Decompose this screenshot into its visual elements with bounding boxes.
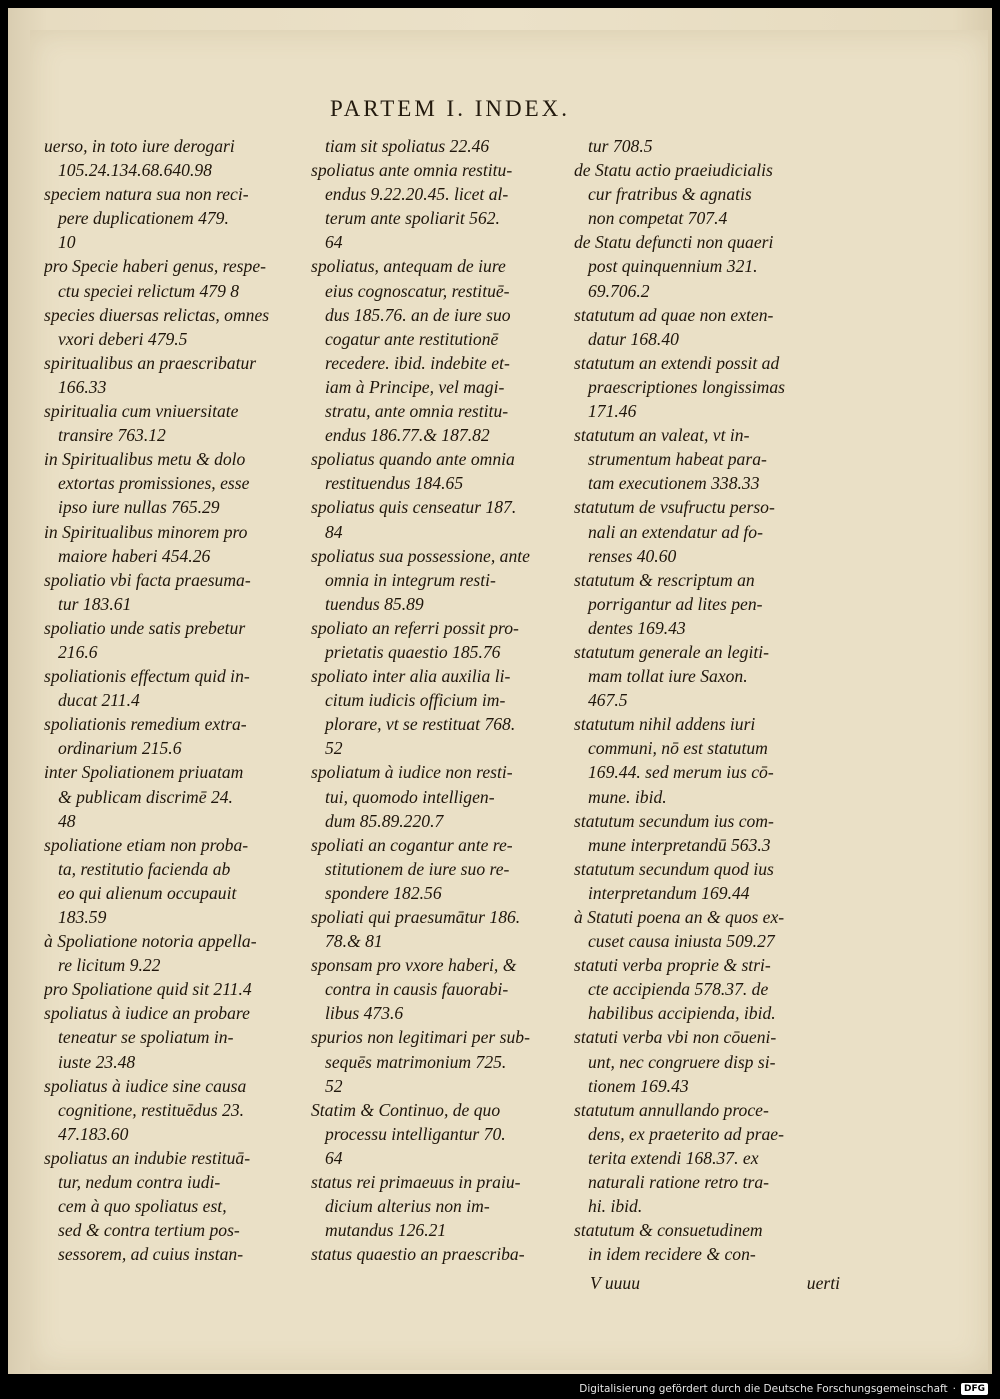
index-line: eo qui alienum occupauit (58, 882, 237, 903)
index-line: mam tollat iure Saxon. (588, 666, 748, 687)
index-line: teneatur se spoliatum in- (58, 1027, 234, 1048)
index-line: 105.24.134.68.640.98 (58, 160, 212, 181)
index-line: stitutionem de iure suo re- (325, 858, 510, 879)
index-line: inter Spoliationem priuatam (44, 762, 244, 783)
index-line: 48 (58, 810, 76, 831)
index-line: libus 473.6 (325, 1003, 404, 1024)
index-line: spoliato an referri possit pro- (311, 617, 519, 638)
index-line: statuti verba vbi non cōueni- (574, 1027, 777, 1048)
index-line: statutum secundum quod ius (574, 858, 774, 879)
signature-mark: V uuuu (590, 1273, 641, 1293)
index-line: statutum secundum ius com- (574, 810, 774, 831)
index-line: statutum an valeat, vt in- (574, 425, 750, 446)
index-line: statutum & consuetudinem (574, 1220, 763, 1241)
index-line: spurios non legitimari per sub- (311, 1027, 530, 1048)
index-line: in Spiritualibus metu & dolo (44, 449, 246, 470)
index-line: ta, restitutio facienda ab (58, 858, 231, 879)
index-line: statutum an extendi possit ad (574, 352, 780, 373)
index-line: vxori deberi 479.5 (58, 328, 188, 349)
index-line: statutum generale an legiti- (574, 641, 769, 662)
index-line: tur 183.61 (58, 593, 132, 614)
index-line: 52 (325, 738, 343, 759)
index-line: cem à quo spoliatus est, (58, 1196, 227, 1217)
index-line: ipso iure nullas 765.29 (58, 497, 220, 518)
index-line: transire 763.12 (58, 425, 166, 446)
index-line: porrigantur ad lites pen- (588, 593, 763, 614)
index-line: spoliatus, antequam de iure (311, 256, 506, 277)
index-line: pro Spoliatione quid sit 211.4 (44, 979, 252, 1000)
index-line: prietatis quaestio 185.76 (325, 641, 501, 662)
index-line: terita extendi 168.37. ex (588, 1147, 759, 1168)
index-line: 166.33 (58, 376, 107, 397)
index-line: non competat 707.4 (588, 208, 728, 229)
index-line: spoliatio unde satis prebetur (44, 617, 246, 638)
index-line: tam executionem 338.33 (588, 473, 760, 494)
index-line: tiam sit spoliatus 22.46 (325, 136, 490, 156)
index-line: statutum & rescriptum an (574, 569, 755, 590)
catchword: uerti (806, 1273, 840, 1293)
index-line: spoliati qui praesumātur 186. (311, 907, 521, 927)
index-line: spoliatum à iudice non resti- (311, 762, 513, 783)
index-line: 78.& 81 (325, 931, 383, 952)
index-line: spoliatus quando ante omnia (311, 449, 515, 470)
index-line: dentes 169.43 (588, 617, 686, 638)
index-line: omnia in integrum resti- (325, 569, 496, 590)
index-line: post quinquennium 321. (588, 256, 758, 277)
index-line: spoliationis effectum quid in- (44, 666, 250, 687)
index-line: 169.44. sed merum ius cō- (588, 762, 774, 783)
index-line: unt, nec congruere disp si- (588, 1051, 776, 1072)
index-line: spoliatus an indubie restituā- (44, 1147, 251, 1168)
index-line: 467.5 (588, 690, 628, 711)
index-line: statutum de vsufructu perso- (574, 497, 775, 518)
index-line: renses 40.60 (588, 545, 677, 566)
index-line: endus 9.22.20.45. licet al- (325, 184, 509, 205)
index-line: cur fratribus & agnatis (588, 184, 752, 205)
index-line: habilibus accipienda, ibid. (588, 1003, 776, 1024)
index-line: re licitum 9.22 (58, 955, 161, 976)
index-line: eius cognoscatur, restituē- (325, 280, 510, 301)
index-line: dicium alterius non im- (325, 1196, 490, 1217)
index-line: iam à Principe, vel magi- (325, 376, 505, 397)
index-column-1 (44, 134, 304, 1266)
index-line: cuset causa iniusta 509.27 (588, 931, 775, 952)
index-line: de Statu defuncti non quaeri (574, 232, 774, 253)
index-line: statutum annullando proce- (574, 1099, 769, 1120)
index-line: 216.6 (58, 641, 98, 662)
index-line: hi. ibid. (588, 1196, 643, 1217)
index-line: processu intelligantur 70. (325, 1123, 506, 1144)
index-line: mune interpretandū 563.3 (588, 834, 771, 855)
index-line: à Spoliatione notoria appella- (44, 931, 257, 952)
index-line: dum 85.89.220.7 (325, 810, 444, 831)
index-line: iuste 23.48 (58, 1051, 136, 1072)
index-line: species diuersas relictas, omnes (44, 304, 270, 325)
index-line: sequēs matrimonium 725. (325, 1051, 507, 1072)
index-line: tuendus 85.89 (325, 593, 424, 614)
index-line: 52 (325, 1075, 343, 1096)
index-line: status quaestio an praescriba- (311, 1244, 525, 1265)
index-line: 64 (325, 1147, 343, 1168)
index-line: maiore haberi 454.26 (58, 545, 211, 566)
index-line: Statim & Continuo, de quo (311, 1099, 501, 1120)
index-line: praescriptiones longissimas (588, 376, 785, 397)
index-line: in idem recidere & con- (588, 1244, 756, 1265)
index-column-3 (574, 134, 834, 1266)
index-line: 183.59 (58, 907, 107, 927)
index-line: sponsam pro vxore haberi, & (311, 955, 517, 976)
index-line: statutum ad quae non exten- (574, 304, 774, 325)
index-line: 171.46 (588, 401, 637, 422)
index-line: extortas promissiones, esse (58, 473, 250, 494)
index-line: spoliato inter alia auxilia li- (311, 666, 511, 687)
index-line: endus 186.77.& 187.82 (325, 425, 490, 446)
index-line: tur 708.5 (588, 136, 653, 156)
index-line: contra in causis fauorabi- (325, 979, 509, 1000)
index-line: spoliatus sua possessione, ante (311, 545, 530, 566)
index-line: ordinarium 215.6 (58, 738, 182, 759)
index-line: tionem 169.43 (588, 1075, 689, 1096)
index-line: & publicam discrimē 24. (58, 786, 233, 807)
footer-text: Digitalisierung gefördert durch die Deutsche Forschungsgemeinschaft (579, 1383, 948, 1395)
index-line: mune. ibid. (588, 786, 667, 807)
index-line: spoliatus à iudice sine causa (44, 1075, 247, 1096)
index-line: plorare, vt se restituat 768. (325, 714, 516, 735)
index-line: uerso, in toto iure derogari (44, 136, 235, 156)
index-line: spoliationis remedium extra- (44, 714, 247, 735)
index-line: 64 (325, 232, 343, 253)
index-line: terum ante spoliarit 562. (325, 208, 500, 229)
index-line: interpretandum 169.44 (588, 882, 750, 903)
index-line: nali an extendatur ad fo- (588, 521, 763, 542)
index-line: cte accipienda 578.37. de (588, 979, 769, 1000)
index-line: spoliatus quis censeatur 187. (311, 497, 517, 518)
footer-separator: · (952, 1383, 956, 1395)
index-line: status rei primaeuus in praiu- (311, 1172, 521, 1193)
index-line: 47.183.60 (58, 1123, 129, 1144)
index-line: cogatur ante restitutionē (325, 328, 499, 349)
index-line: à Statuti poena an & quos ex- (574, 907, 785, 927)
index-line: citum iudicis officium im- (325, 690, 506, 711)
index-line: naturali ratione retro tra- (588, 1172, 769, 1193)
index-line: pere duplicationem 479. (58, 208, 229, 229)
index-line: communi, nō est statutum (588, 738, 768, 759)
index-line: 10 (58, 232, 76, 253)
index-line: stratu, ante omnia restitu- (325, 401, 509, 422)
index-line: statuti verba proprie & stri- (574, 955, 771, 976)
index-line: cognitione, restituēdus 23. (58, 1099, 245, 1120)
index-line: spoliatus à iudice an probare (44, 1003, 250, 1024)
index-line: spiritualia cum vniuersitate (44, 401, 239, 422)
index-line: pro Specie haberi genus, respe- (44, 256, 266, 277)
index-line: statutum nihil addens iuri (574, 714, 756, 735)
index-line: spoliatus ante omnia restitu- (311, 160, 513, 181)
index-line: mutandus 126.21 (325, 1220, 447, 1241)
index-line: spoliatio vbi facta praesuma- (44, 569, 251, 590)
index-line: ctu speciei relictum 479 8 (58, 280, 240, 301)
book-page (8, 8, 992, 1374)
index-line: strumentum habeat para- (588, 449, 767, 470)
index-line: speciem natura sua non reci- (44, 184, 249, 205)
dfg-logo: DFG (961, 1383, 988, 1395)
index-line: de Statu actio praeiudicialis (574, 160, 773, 181)
index-line: ducat 211.4 (58, 690, 140, 711)
running-head: PARTEM I. INDEX. (330, 96, 570, 121)
catchword-line (590, 1273, 840, 1294)
index-line: tur, nedum contra iudi- (58, 1172, 221, 1193)
index-line: spoliatione etiam non proba- (44, 834, 249, 855)
index-line: dus 185.76. an de iure suo (325, 304, 511, 325)
index-line: dens, ex praeterito ad prae- (588, 1123, 784, 1144)
index-line: datur 168.40 (588, 328, 679, 349)
index-line: spiritualibus an praescribatur (44, 352, 257, 373)
index-column-2 (311, 134, 571, 1266)
index-line: recedere. ibid. indebite et- (325, 352, 510, 373)
index-line: spoliati an cogantur ante re- (311, 834, 513, 855)
index-line: restituendus 184.65 (325, 473, 464, 494)
index-line: sessorem, ad cuius instan- (58, 1244, 244, 1265)
footer-credit (579, 1383, 988, 1395)
index-line: tui, quomodo intelligen- (325, 786, 495, 807)
index-line: 69.706.2 (588, 280, 650, 301)
index-line: spondere 182.56 (325, 882, 442, 903)
index-line: 84 (325, 521, 343, 542)
index-line: sed & contra tertium pos- (58, 1220, 240, 1241)
index-line: in Spiritualibus minorem pro (44, 521, 248, 542)
